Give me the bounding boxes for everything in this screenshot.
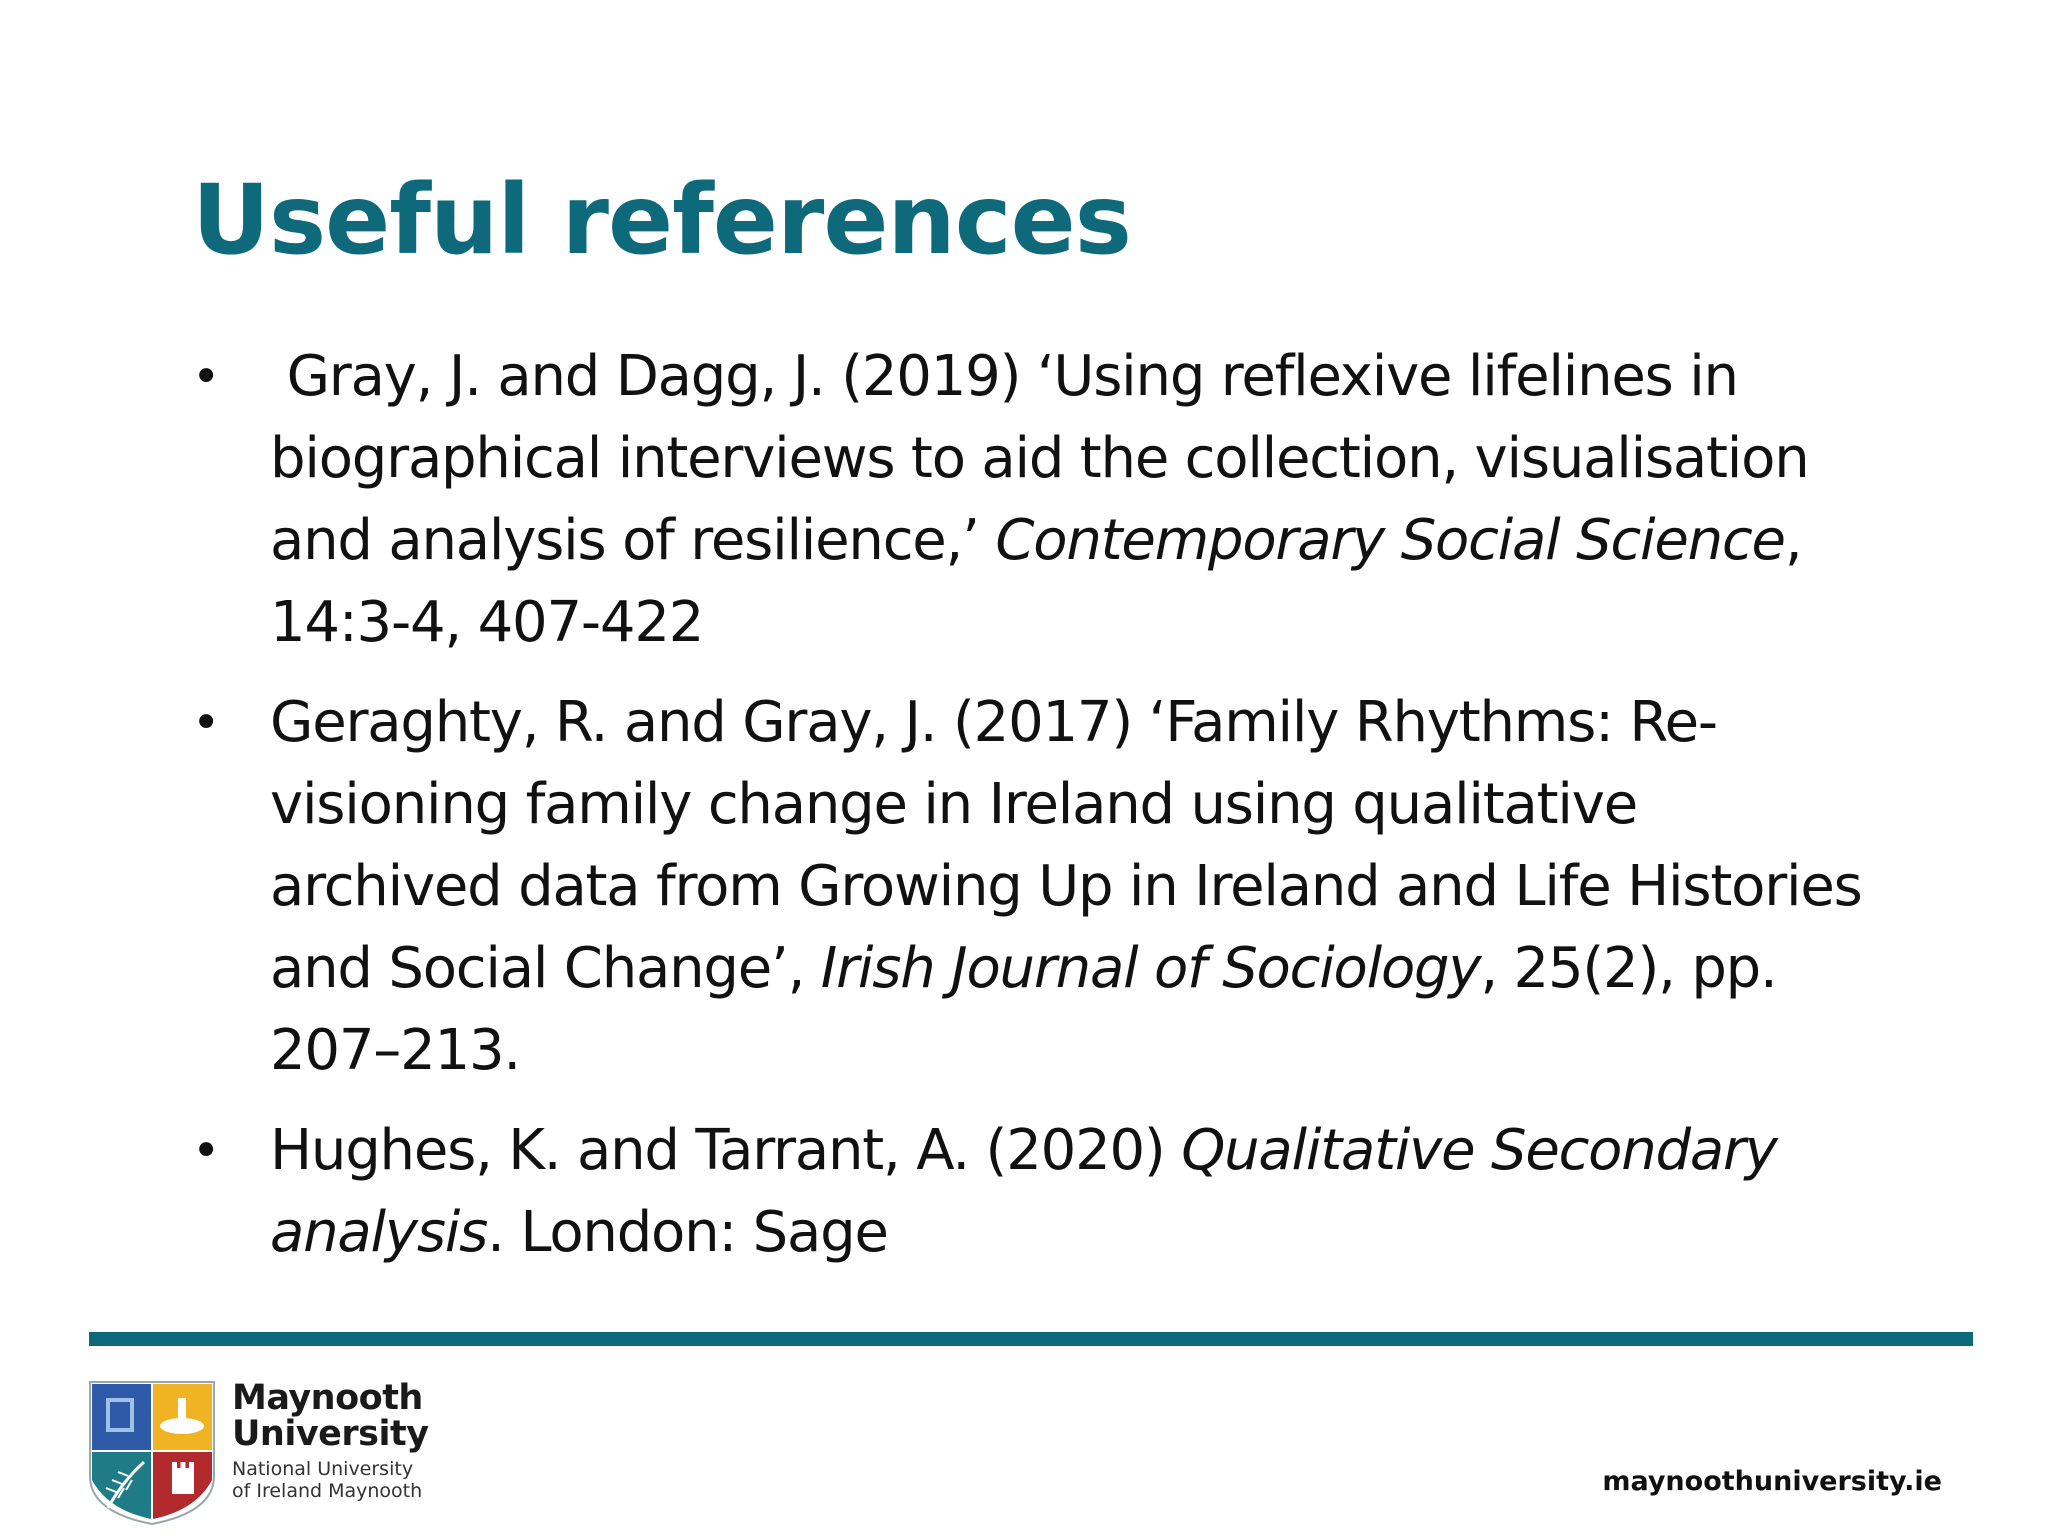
bullet: • <box>192 349 220 405</box>
bullet: • <box>192 1123 220 1179</box>
footer-divider <box>89 1332 1973 1346</box>
logo-sub-line2: of Ireland Maynooth <box>232 1480 423 1502</box>
logo-name-line2: University <box>232 1414 429 1454</box>
website-link[interactable]: maynoothuniversity.ie <box>1602 1466 1942 1497</box>
bullet: • <box>192 695 220 751</box>
reference-text: Gray, J. and Dagg, J. (2019) ‘Using reflexive lifelines in biographical interviews to aid the collection, visualisation and analysis of resilience,’ <box>270 344 1809 573</box>
reference-text: Geraghty, R. and Gray, J. (2017) ‘Family Rhythms: Re-visioning family change in Ireland using qualitative archived data from Growing Up in Ireland and Life Histories and Social Change’, <box>270 690 1862 1001</box>
reference-journal: Contemporary Social Science <box>995 508 1785 573</box>
reference-book-title: Qualitative Secondary analysis <box>270 1118 1777 1265</box>
logo-subtitle <box>232 1458 422 1502</box>
reference-journal: Irish Journal of Sociology <box>820 936 1481 1001</box>
logo-name <box>232 1380 429 1452</box>
reference-leading-space <box>270 344 287 409</box>
reference-text-tail: , 14:3-4, 407-422 <box>270 508 1802 655</box>
logo-sub-line1: National University <box>232 1458 414 1480</box>
reference-list <box>192 336 1872 1292</box>
reference-item <box>192 1110 1872 1274</box>
reference-text: Hughes, K. and Tarrant, A. (2020) <box>270 1118 1182 1183</box>
university-logo <box>88 1380 428 1530</box>
reference-item <box>192 336 1872 664</box>
reference-text-tail: . London: Sage <box>487 1200 888 1265</box>
reference-item <box>192 682 1872 1092</box>
slide-title: Useful references <box>192 164 1131 276</box>
reference-text-tail: , 25(2), pp. 207–213. <box>270 936 1777 1083</box>
maynooth-crest-icon <box>88 1380 216 1526</box>
logo-name-line1: Maynooth <box>232 1378 423 1418</box>
